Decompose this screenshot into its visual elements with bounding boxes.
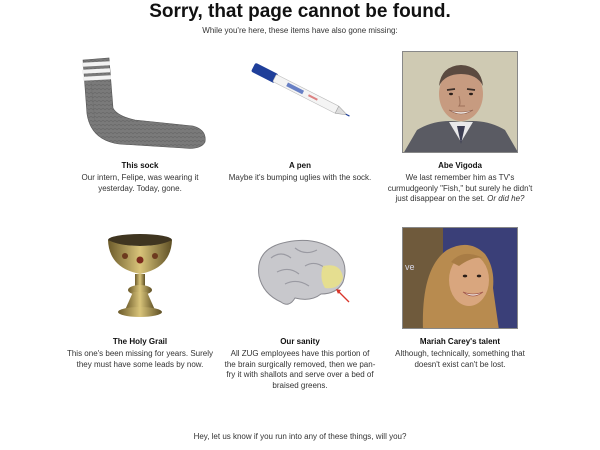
page-subtitle: While you're here, these items have also gone missing: [202,26,398,35]
item-description-italic: Or did he? [487,194,525,203]
picture-frame [384,52,536,152]
item-name: A pen [289,161,311,170]
item-name: The Holy Grail [112,337,168,346]
missing-item-sock [64,52,216,194]
missing-item-holy-grail [64,228,216,370]
pen-image [224,52,376,152]
picture-frame [384,228,536,328]
missing-item-pen [224,52,376,184]
item-description [384,173,536,205]
portrait-photo [402,51,518,153]
item-name: Our sanity [280,337,320,346]
item-description: Maybe it's bumping uglies with the sock. [228,173,372,182]
singer-photo [402,227,518,329]
item-description: Our intern, Felipe, was wearing it yesterday. Today, gone. [81,173,199,193]
sock-image [64,52,216,152]
page-title: Sorry, that page cannot be found. [149,1,451,22]
item-description: This one's been missing for years. Surely they must have some leads by now. [66,349,214,369]
item-description: All ZUG employees have this portion of the brain surgically removed, then we pan-fry it with shallots and serve over a bed of braised greens. [224,349,376,390]
item-name: This sock [121,161,159,170]
grail-image [64,228,216,328]
missing-item-sanity [224,228,376,391]
brain-image [224,228,376,328]
missing-item-talent [384,228,536,370]
footer-message: Hey, let us know if you run into any of these things, will you? [193,432,407,441]
missing-item-abe-vigoda [384,52,536,205]
svg-text:ve: ve [405,262,415,272]
item-name: Mariah Carey's talent [419,337,501,346]
item-description: Although, technically, something that doesn't exist can't be lost. [395,349,525,369]
item-name: Abe Vigoda [438,161,482,170]
item-description-text: We last remember him as TV's curmudgeonly "Fish," but surely he didn't just disappear on the set. [387,173,533,203]
